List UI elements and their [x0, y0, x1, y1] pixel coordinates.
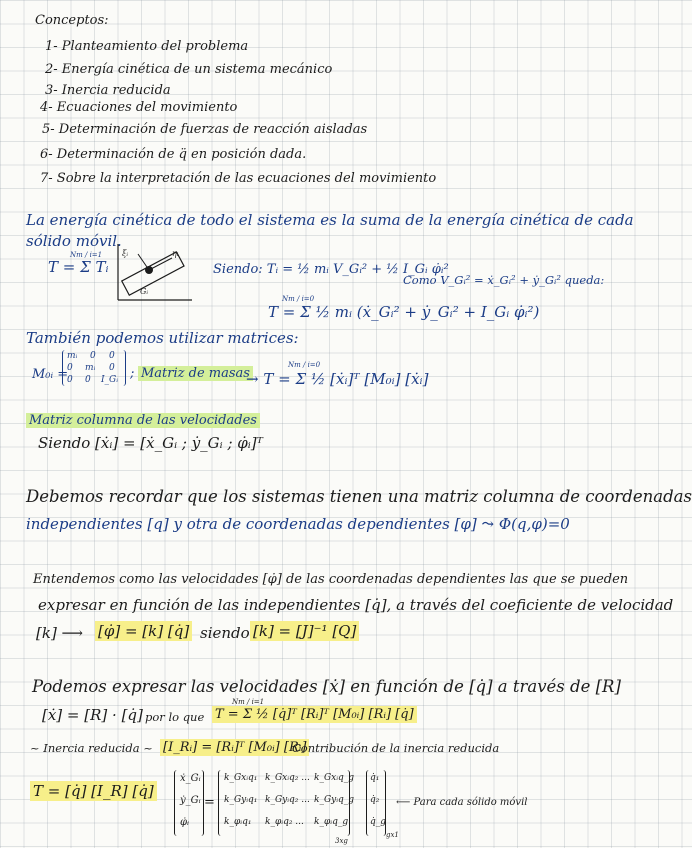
mass-matrix [62, 350, 126, 386]
k-arrow-label: [k] ⟶ [36, 624, 84, 642]
velocity-heading [26, 414, 260, 427]
dim-mid: 3xg [335, 837, 348, 845]
k-equation-highlight: [k] = [J]⁻¹ [Q] [250, 621, 359, 641]
lhs-cell: φ̇ᵢ [180, 817, 190, 828]
q-cell: q̇₁ [370, 773, 380, 783]
t-reduced-highlight: T = Σ ½ [q̇]ᵀ [Rᵢ]ᵀ [M₀ᵢ] [Rᵢ] [q̇] [212, 706, 417, 723]
mass-matrix-separator: ; [130, 366, 135, 381]
lhs-velocity-vector [174, 770, 204, 836]
inercia-equation-highlight: [I_Rᵢ] = [Rᵢ]ᵀ [M₀ᵢ] [Rᵢ] [160, 739, 309, 756]
k-cell: k_Gyᵢq₂ ... [265, 795, 310, 805]
t-matrix-formula: → T = Σ ½ [ẋᵢ]ᵀ [M₀ᵢ] [ẋᵢ] [246, 370, 429, 388]
q-cell: q̇₂ [370, 795, 380, 805]
k-cell: k_Gxᵢq₂ ... [265, 773, 310, 783]
velocities-line2: expresar en función de las independientes [q̇], a través del coeficiente de velocidad [38, 596, 674, 614]
k-coefficient-matrix [218, 770, 355, 836]
dependencies-line1: Debemos recordar que los sistemas tienen una matriz columna de coordenadas [26, 487, 692, 506]
mass-matrix-cell: 0 [85, 375, 91, 385]
concept-item-3: 3- Inercia reducida [45, 83, 171, 98]
velocity-heading-highlight: Matriz columna de las velocidades [26, 413, 260, 428]
rigid-body-diagram [112, 242, 197, 304]
t-final-formula [30, 784, 157, 799]
mass-matrix-cell: 0 [67, 375, 73, 385]
lhs-cell: ẋ_Gᵢ [180, 773, 201, 784]
t-result-formula: T = Σ ½ mᵢ (ẋ_Gᵢ² + ẏ_Gᵢ² + I_Gᵢ φ̇ᵢ²) [268, 303, 540, 321]
mass-matrix-cell: mᵢ [67, 351, 78, 361]
concept-item-1: 1- Planteamiento del problema [45, 39, 249, 54]
k-cell: k_φᵢq₂ ... [265, 817, 304, 827]
siendo-label: siendo [200, 624, 250, 642]
mass-matrix-cell: 0 [90, 351, 96, 361]
x-dot-equation: [ẋ] = [R] · [q̇] [42, 706, 143, 724]
phi-dot-equation [95, 624, 192, 639]
dependencies-line2: independientes [q] y otra de coordenadas dependientes [φ] ⤳ Φ(q,φ)=0 [26, 515, 570, 533]
mass-matrix-cell: 0 [109, 363, 115, 373]
t-reduced-limits: Nm / i=1 [232, 698, 265, 706]
t-sum-formula: T = Σ Tᵢ [48, 258, 109, 276]
k-cell: k_Gxᵢq₁ [224, 773, 258, 783]
k-cell: k_Gxᵢq_g [314, 773, 355, 783]
t-final-highlight: T = [q̇] [I_R] [q̇] [30, 781, 157, 801]
inercia-equation [160, 741, 309, 754]
concept-item-2: 2- Energía cinética de un sistema mecánico [45, 62, 333, 77]
matrices-heading: También podemos utilizar matrices: [26, 329, 299, 347]
kinetic-intro-line1: La energía cinética de todo el sistema es la suma de la energía cinética de cada [26, 211, 634, 229]
q-dot-vector [366, 770, 386, 836]
t-reduced-formula [212, 708, 417, 721]
eta-axis [138, 254, 149, 270]
como-vgi-formula: Como V_Gᵢ² = ẋ_Gᵢ² + ẏ_Gᵢ² queda: [403, 273, 605, 287]
concepts-title: Conceptos: [35, 13, 109, 28]
mass-matrix-cell: 0 [109, 351, 115, 361]
t-sum-limits: Nm / i=1 [70, 251, 103, 259]
t-result-limits: Nm / i=0 [282, 295, 315, 303]
kinetic-intro-line2: sólido móvil. [26, 232, 122, 250]
k-equation [250, 624, 359, 639]
rigid-body-rect [122, 252, 184, 295]
equals-sign: = [204, 795, 215, 810]
k-cell: k_φᵢq₁ [224, 817, 252, 827]
r-matrix-line1: Podemos expresar las velocidades [ẋ] en función de [q̇] a través de [R] [32, 677, 621, 696]
diagram-label-c: Gᵢ [140, 287, 148, 296]
velocities-line1: Entendemos como las velocidades [φ̇] de las coordenadas dependientes las que se pueden [33, 572, 629, 587]
dim-rhs: gx1 [386, 831, 399, 839]
mass-matrix-cell: I_Gᵢ [101, 375, 119, 385]
velocity-definition: Siendo [ẋᵢ] = [ẋ_Gᵢ ; ẏ_Gᵢ ; φ̇ᵢ]ᵀ [38, 434, 263, 452]
inercia-reducida-label: ~ Inercia reducida ~ [30, 741, 153, 755]
k-cell: k_φᵢq_g [314, 817, 349, 827]
siendo-ti-formula: Siendo: Tᵢ = ½ mᵢ V_Gᵢ² + ½ I_Gᵢ φ̇ᵢ² [213, 262, 449, 277]
lhs-cell: ẏ_Gᵢ [180, 795, 201, 806]
mass-matrix-label [138, 367, 253, 380]
concept-item-4: 4- Ecuaciones del movimiento [40, 100, 238, 115]
para-cada-note: ⟵ Para cada sólido móvil [396, 797, 528, 808]
q-cell: q̇_g [370, 817, 387, 827]
k-cell: k_Gyᵢq₁ [224, 795, 258, 805]
concept-item-6: 6- Determinación de q̈ en posición dada. [40, 147, 307, 162]
t-matrix-limits: Nm / i=0 [288, 361, 321, 369]
k-cell: k_Gyᵢq_g [314, 795, 355, 805]
por-lo-que-label: por lo que [145, 710, 205, 724]
phi-dot-equation-highlight: [φ̇] = [k] [q̇] [95, 621, 192, 641]
mass-matrix-cell: 0 [67, 363, 73, 373]
concept-item-5: 5- Determinación de fuerzas de reacción aisladas [42, 122, 368, 137]
mass-matrix-cell: mᵢ [85, 363, 96, 373]
diagram-label-b: ηᵢ [172, 249, 179, 258]
mass-matrix-highlight: Matriz de masas [138, 366, 253, 381]
m0i-label: M₀ᵢ = [32, 367, 69, 382]
diagram-label-a: ξᵢ [122, 249, 129, 258]
contribucion-label: Contribución de la inercia reducida [292, 741, 500, 755]
concept-item-7: 7- Sobre la interpretación de las ecuaciones del movimiento [40, 171, 437, 186]
